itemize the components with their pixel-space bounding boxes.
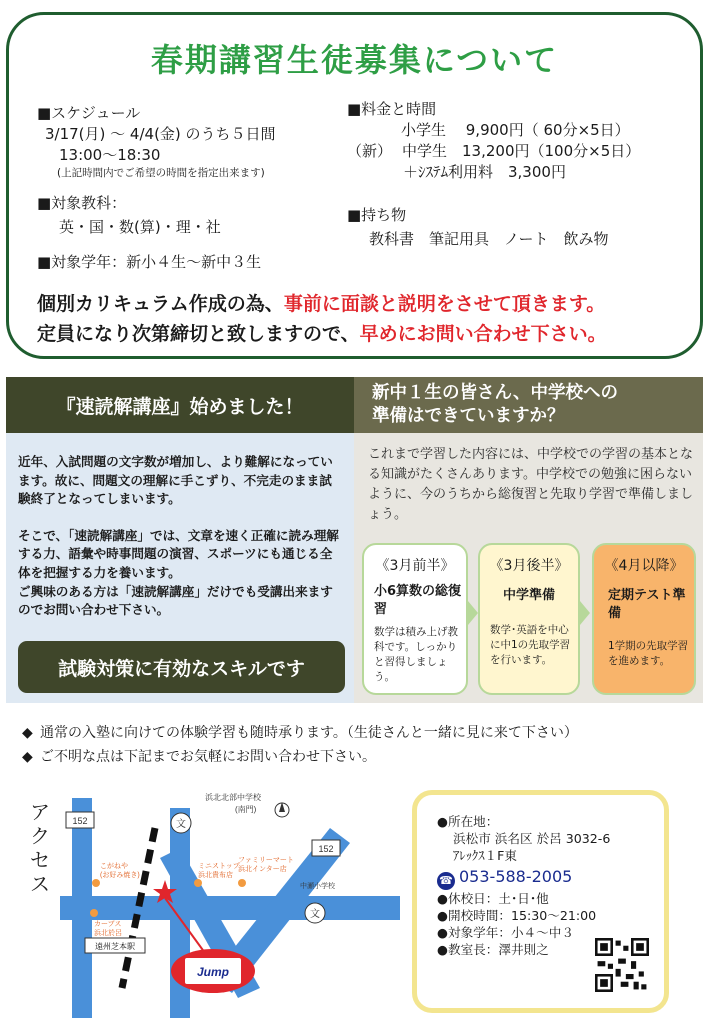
- phone-icon: ☎: [437, 872, 455, 890]
- principal: ●教室長：澤井則之: [437, 942, 549, 957]
- junior-high-prep-title: [354, 377, 703, 433]
- target-grades: ●対象学年：小４〜中３: [437, 925, 574, 940]
- step-arrow-1: [468, 601, 478, 625]
- schedule-note: (上記時間内でご希望の時間を指定出来ます): [57, 167, 265, 179]
- spring-course-title: 春期講習生徒募集について: [150, 41, 559, 79]
- closed-days: ●休校日：土･日･他: [437, 891, 549, 906]
- qr-code-icon[interactable]: [595, 938, 649, 992]
- items-value: 教科書 筆記用具 ノート 飲み物: [369, 230, 609, 248]
- route-152-label-a: 152: [72, 816, 88, 826]
- skill-banner: 試験対策に有効なスキルです: [18, 641, 345, 693]
- address-label: ●所在地：: [437, 814, 499, 829]
- notice-1-highlight: 事前に面談と説明をさせて頂きます。: [283, 293, 606, 315]
- step-1-desc: 数学は積み上げ教科です。しっかりと習得しましょう。: [374, 626, 458, 683]
- notice-2-highlight: 早めにお問い合わせ下さい。: [359, 323, 607, 345]
- bullet-1-text: 通常の入塾に向けての体験学習も随時承ります。（生徒さんと一緒に見に来て下さい）: [40, 725, 578, 741]
- speed-reading-panel: [6, 433, 354, 703]
- step-3-title: 《4月以降》: [604, 558, 684, 574]
- fee-elementary: 小学生 9,900円（ 60分×5日）: [401, 121, 630, 139]
- step-march-early: [362, 543, 468, 695]
- access-map: [60, 788, 400, 1018]
- bullet-list: [22, 721, 578, 769]
- step-march-late: [478, 543, 580, 695]
- contact-info: [437, 813, 610, 958]
- ministop-label: ミニストップ浜北貴布店: [198, 863, 240, 879]
- fee-new-tag: （新）: [347, 142, 393, 160]
- bullet-2-text: ご不明な点は下記までお気軽にお問い合わせ下さい。: [40, 749, 376, 765]
- grades-label: ■対象学年：新小４生〜新中３生: [37, 253, 262, 271]
- fees-label: ■料金と時間: [347, 100, 437, 118]
- step-2-title: 《3月後半》: [489, 558, 569, 574]
- jump-logo-text: Jump: [196, 965, 230, 979]
- notice-2-text: 定員になり次第締切と致しますので、: [37, 323, 360, 345]
- prep-title-line-1: 新中１生の皆さん、中学校への: [372, 383, 619, 403]
- notice-1-text: 個別カリキュラム作成の為、: [37, 293, 284, 315]
- fee-middle-row: [347, 141, 640, 162]
- step-3-sub: 定期テスト準備: [608, 588, 686, 621]
- step-2-sub: 中学準備: [502, 588, 555, 603]
- items-label: ■持ち物: [347, 206, 407, 224]
- step-1-sub: 小6算数の総復習: [374, 584, 462, 617]
- diamond-icon: ◆: [22, 749, 33, 765]
- speed-reading-title: 『速読解講座』始めました！: [6, 377, 354, 433]
- nakase-school-label: 中瀬小学校: [300, 883, 335, 890]
- south-gate-label: (南門): [235, 805, 257, 814]
- spring-course-box: [6, 12, 703, 359]
- contact-info-box: [412, 790, 669, 1013]
- bullet-item-1: [22, 721, 578, 745]
- address-line-2: ｱﾚｯｸｽ１F東: [453, 848, 517, 863]
- school-north-label: 浜北北部中学校: [205, 793, 261, 802]
- school-mark-nakase-text: 文: [310, 909, 320, 920]
- bullet-item-2: [22, 745, 578, 769]
- schedule-label: ■スケジュール: [37, 104, 141, 122]
- opening-hours: ●開校時間：15:30〜21:00: [437, 908, 597, 923]
- step-3-desc: 1学期の先取学習を進めます。: [608, 640, 689, 667]
- subjects-block: [37, 193, 221, 238]
- address-line-1: 浜松市 浜名区 於呂 3032-6: [453, 831, 611, 846]
- speed-reading-p2: そこで、「速読解講座」では、文章を速く正確に読み理解する力、語彙や時事問題の演習、スポーツにも通じる全体を把握する力を養います。: [18, 527, 339, 580]
- speed-reading-p1: 近年、入試問題の文字数が増加し、より難解になっています。故に、問題文の理解に手こずり、不完走のまま試験終了となってしまいます。: [18, 454, 333, 507]
- fee-middle: 中学生 13,200円（100分×5日）: [402, 142, 641, 160]
- schedule-block: [37, 103, 276, 181]
- speed-reading-text: [18, 453, 344, 620]
- station-label: 遠州芝本駅: [95, 942, 135, 951]
- notice-line-2: [37, 319, 607, 346]
- step-april: [592, 543, 696, 695]
- junior-high-prep-panel: [354, 433, 703, 703]
- subjects-label: ■対象教科：: [37, 194, 127, 212]
- step-2-desc: 数学･英語を中心に中1の先取学習を行います。: [490, 624, 571, 666]
- phone-row[interactable]: [437, 864, 610, 890]
- step-arrow-2: [580, 601, 590, 625]
- step-1-title: 《3月前半》: [375, 558, 455, 574]
- school-mark-north-text: 文: [176, 819, 186, 830]
- route-152-label-b: 152: [318, 844, 334, 854]
- schedule-dates: 3/17(月) 〜 4/4(金) のうち５日間: [45, 125, 276, 143]
- familymart-label: ファミリーマート浜北インター店: [238, 857, 294, 873]
- subjects-value: 英・国・数(算)・理・社: [59, 218, 221, 236]
- schedule-time: 13:00〜18:30: [59, 146, 161, 164]
- fees-block: [347, 99, 640, 183]
- fee-system: ＋ｼｽﾃﾑ利用料 3,300円: [403, 163, 566, 181]
- cabs-label: カーブス浜北於呂: [94, 921, 122, 937]
- access-heading: アクセス: [30, 800, 50, 896]
- road-horizontal: [60, 896, 400, 920]
- notice-line-1: [37, 289, 605, 316]
- speed-reading-p3: ご興味のある方は「速読解講座」だけでも受講出来ますのでお問い合わせ下さい。: [18, 583, 333, 618]
- items-block: [347, 205, 609, 250]
- prep-title-line-2: 準備はできていますか？: [372, 406, 565, 426]
- prep-text: これまで学習した内容には、中学校での学習の基本となる知識がたくさんあります。中学校での勉強に困らないように、今のうちから総復習と先取り学習で準備しましょう。: [368, 447, 694, 522]
- phone-number[interactable]: 053-588-2005: [459, 867, 573, 886]
- konamon-label: こがねや(お好み焼き): [100, 863, 140, 879]
- diamond-icon: ◆: [22, 725, 33, 741]
